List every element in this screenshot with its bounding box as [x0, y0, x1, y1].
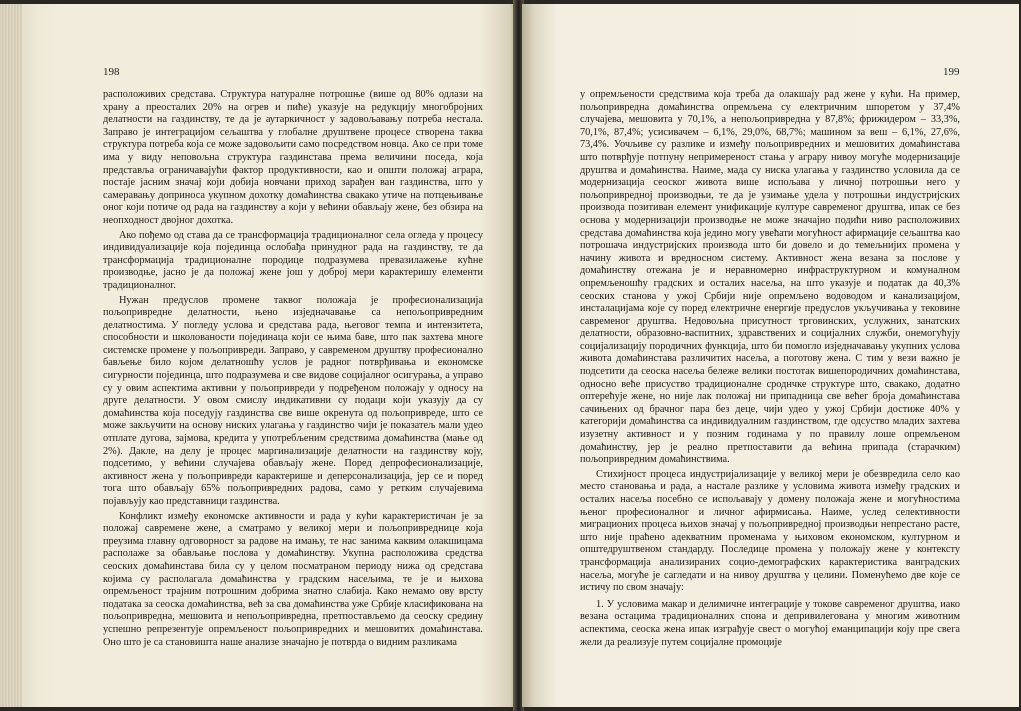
paragraph: Нужан предуслов промене таквог положаја је професионализација пољопривредне делатности, њено изједначавање са непољопривредним делатностима. У погледу услова и средстава рада, његовог темпа и интензитета, способности и школованости појединаца који се њима баве, што пак захтева многе системске промене у пољопривреди. Заправо, у савременом друштву професионално бављење било којом делатношћу услов је радног потврђивања и економске сигурности појединца, што подразумева и све видове социјалног осигурања, а управо су у овим аспектима активни у пољопривреди у подређеном положају у односу на друге делатности. У овом смислу индикативни су подаци који указују да су домаћинства која поседују газдинства све више окренута од пољопривреде, што се може закључити на основу ниских улагања у газдинство чији је показатељ мали удео отплате дугова, зајмова, кредита у употребљеним средствима домаћинства (мање од 2%). Дакле, на делу је процес маргинализације делатности на газдинству коју, подсетимо, у већини случајева обављају жене. Поред депрофесионализације, активност жена у пољопривреди карактерише и деперсонализација, јер се и поред тога што обављају 65% пољопривредних радова, само у ретким случајевима појављују као представници газдинства.: [103, 294, 483, 507]
right-page: [522, 4, 1019, 707]
left-page: [0, 4, 515, 707]
paragraph: Ако пођемо од става да се трансформација традиционалног села огледа у процесу индивидуализације која појединца ослобађа принудног рада на газдинству, те да трансформација традиционалне породице подразумева превазилажење кућне производње, јасно је да положај жене још у доброј мери карактеришу елементи традиционалног.: [103, 229, 483, 291]
numbered-paragraph: 1. У условима макар и делимичне интеграције у токове савременог друштва, иако везана остацима традиционалних спона и депривилегована у многим животним аспектима, сеоска жена ипак изграђује свест о могућој еманципацији коју пре свега жели да реализује путем социјалне промоције: [580, 598, 960, 648]
paragraph: Стихијност процеса индустријализације у великој мери је обезвредила село као место становања и рада, а настале разлике у условима живота између градских и осталих насеља посебно се испољавају у домену положаја жене и могућностима њеног професионалног и личног афирмисања. Наиме, услед селективности миграционих процеса њихов значај у пољопривредној производњи непрестано расте, што није праћено адекватним променама у њиховом економском, културном и општедруштвеном стандарду. Последице промена у положају жене у контексту трансформација анализираних социо-демографских карактеристика ванградских насеља, могуће је сагледати и на нивоу друштва у целини. Поменућемо две које се истичу по свом значају:: [580, 468, 960, 594]
left-page-body: [103, 89, 483, 649]
paragraph: расположивих средстава. Структура натуралне потрошње (више од 80% одлази на храну а преосталих 20% на огрев и пиће) указује на редукцију многобројних делатности на газдинству, те да је аутаркичност у задовољавању потреба нестала. Заправо је интеграцијом сељаштва у глобалне друштвене процесе створена таква структура потреба која се може задовољити само посредством новца. Ако се при томе има у виду неповољна структура газдинстава према величини поседа, која представља ограничавајући фактор продуктивности, као и општи положај аграра, постаје јасним значај који добија новчани приход зарађен ван газдинства, што у самеравању доприноса укупном дохотку домаћинства свакако утиче на потцењивање оног који потиче од рада на газдинству а који у већини обављају жене, без обзира на неопходност двојног дохотка.: [103, 89, 483, 226]
page-number-right: 199: [943, 66, 960, 78]
page-edges: [0, 4, 22, 707]
paragraph: у опремљености средствима која треба да олакшају рад жене у кући. На пример, пољопривредна домаћинства опремљена су електричним шпоретом у 37,4% случајева, мешовита у 70,1%, а непољопривредна у 87,8%; фрижидером – 33,3%, 70,1%, 87,4%; усисивачем – 6,1%, 29,0%, 68,7%; машином за веш – 6,1%, 27,6%, 73,4%. Уочљиве су разлике и између пољопривредних и мешовитих домаћинстава што потврђује потпуну непримереност стања у аграру нивоу могуће модернизације друштва и домаћинства. Наиме, мада су ниска улагања у газдинство условила да се модернизација сеоског живота више испољава у личној потрошњи него у пољопривредној производњи, те да је узимање удела у потрошњи индустријских производа позитиван елемент унификације културе савременог друштва, ипак се без основа у модернизацији производње не може значајно подићи ниво расположивих средстава домаћинства која једино могу увећати могућност афирмације сељаштва као потрошача индустријских производа што би довело и до темељнијих промена у начину живота и вредносном систему. Активност жена везана за послове у домаћинству отежана је и неравномерно инфраструктурном и комуналном опремљеношћу градских и осталих насеља, на што указује и податак да 40,3% сеоских станова у ужој Србији није опремљено водоводом и канализацијом, инсталацијама које су поред електричне енергије предуслов укључивања у тековине савременог друштва. Недовољна присутност трговинских, услужних, занатских делатности, образовно-васпитних, здравствених и социјалних служби, онемогућују социјализацију породичних функција, што би помогло изједначавању укупних услова живота домаћинстава различитих насеља, а поготову жена. С тим у вези важно је подсетити да сеоска насеља бележе велики постотак вишепородичних домаћинстава, односно веће присуство традиционалне сроднчке структуре што, свакако, додатно оптерећује жене, но није лак положај ни припадница све већег броја домаћинстава сачињених од брачног пара без деце, чији удео у ужој Србији достиже 40% у категорији домаћинства са индивидуалним газдинством, где одсуство младих захтева изузетну активност и у позним годинама у по правилу лоше опремљеном домаћинству, јер је реално претпоставити да већина припада (старачким) пољопривредним домаћинствима.: [580, 89, 960, 466]
paragraph: Конфликт између економске активности и рада у кући карактеристичан је за положај савремене жене, а сматрамо у великој мери и пољопривреднице која преузима главну одговорност за радове на имању, те нас занима каквим олакшицама располаже за обављање послова у домаћинству. Укупна расположива средства сеоских домаћинстава била су у целом посматраном периоду нижа од средстава којима су располагала домаћинства у градским насељима, те је и њихова опремљеност трајним потрошним добрима знатно слабија. Како немамо ову врсту података за сеоска домаћинства, већ за сва домаћинства уже Србије класификована на пољопривредна, мешовита и непољопривредна, претпостављемо да сеоску средину успешно репрезентује опремљеност пољопривредних и мешовитих домаћинстава. Оно што је са становишта наше анализе значајно је потврда о видним разликама: [103, 510, 483, 648]
page-number-left: 198: [103, 66, 120, 78]
right-page-body: [580, 89, 960, 649]
